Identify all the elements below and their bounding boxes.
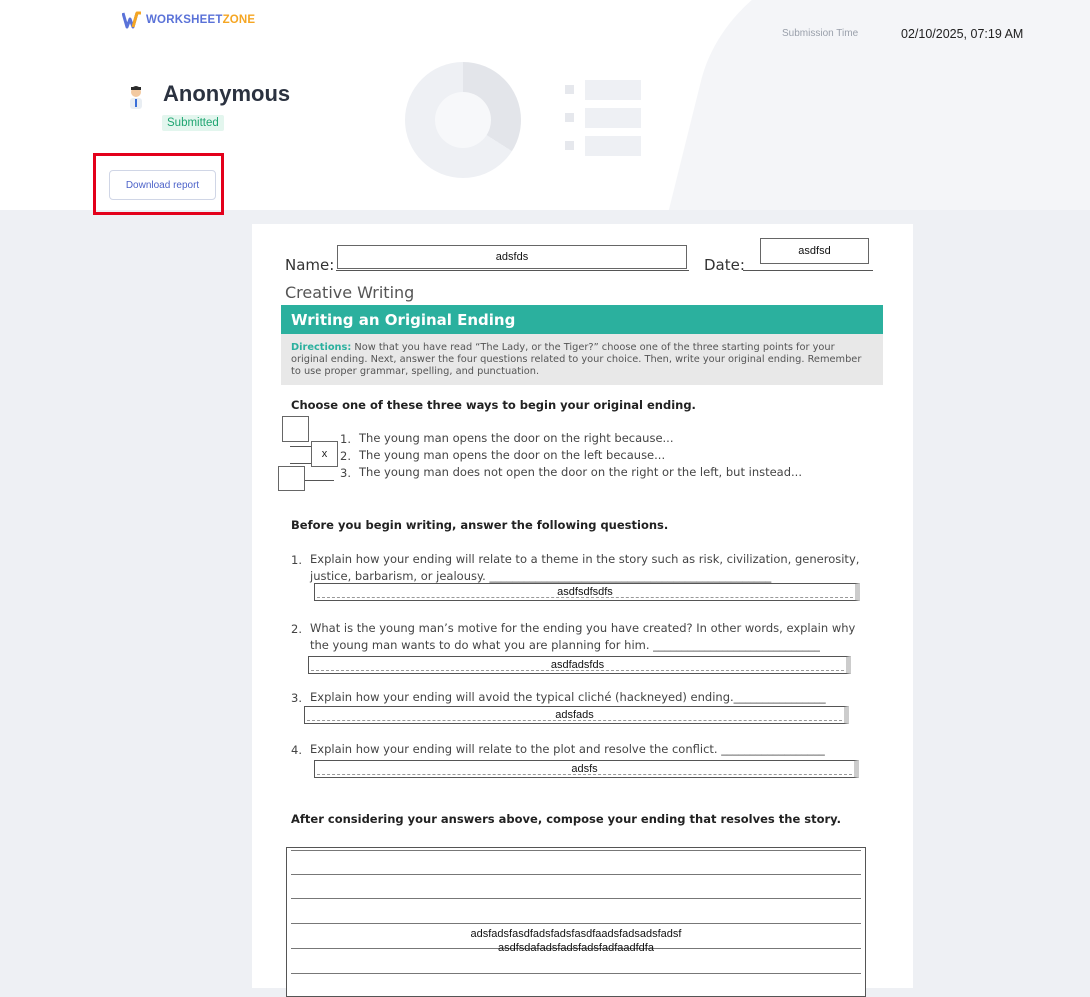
logo-text-part2: ZONE — [222, 14, 256, 26]
question-2-answer-text: asdfadsfds — [550, 659, 605, 671]
score-donut-chart — [405, 62, 521, 178]
question-4-number: 4. — [291, 743, 302, 757]
option-1-number: 1. — [340, 432, 351, 446]
legend-dot — [565, 141, 574, 150]
option-2-number: 2. — [340, 449, 351, 463]
question-3-answer[interactable] — [304, 706, 849, 724]
option-2-checkbox[interactable]: x — [311, 441, 338, 467]
question-1-answer[interactable] — [314, 583, 860, 601]
compose-ending-text: adsfadsfasdfadsfadsfasdfaadsfadsadsfadsf asdfsdafadsfadsfadsfadfaadfdfa — [470, 928, 682, 954]
compose-ruled-line — [291, 874, 861, 875]
logo-w-icon — [122, 11, 142, 29]
submission-time-label: Submission Time — [782, 28, 859, 39]
option-3-text: The young man does not open the door on the right or the left, but instead... — [359, 465, 802, 479]
header-decoration — [669, 0, 1090, 210]
date-label: Date: — [704, 256, 745, 274]
compose-ending-textarea[interactable] — [286, 847, 866, 997]
compose-ruled-line — [291, 973, 861, 974]
question-3-line1: Explain how your ending will avoid the typical cliché (hackneyed) ending.________________ — [310, 690, 826, 704]
legend-bar — [585, 80, 641, 100]
logo-text — [146, 14, 255, 26]
question-1-line1: Explain how your ending will relate to a theme in the story such as risk, civilization, generosity, — [310, 552, 860, 566]
user-avatar-icon — [121, 81, 151, 111]
option-1-checkbox[interactable] — [282, 416, 309, 442]
question-2-line1: What is the young man’s motive for the ending you have created? In other words, explain why — [310, 621, 856, 635]
legend-row — [565, 136, 645, 156]
question-3-number: 3. — [291, 691, 302, 705]
name-input[interactable]: adsfds — [337, 245, 687, 269]
name-underline — [336, 270, 689, 271]
legend-row — [565, 108, 645, 128]
questions-heading: Before you begin writing, answer the following questions. — [291, 518, 669, 532]
directions-text — [291, 342, 871, 378]
directions-label: Directions: — [291, 342, 352, 353]
banner — [281, 305, 883, 334]
option-3-number: 3. — [340, 466, 351, 480]
directions-box — [281, 334, 883, 385]
question-1-answer-text: asdfsdfsdfs — [557, 586, 613, 598]
question-1-line2: justice, barbarism, or jealousy. _________________________________________________ — [310, 569, 772, 583]
compose-ruled-line — [291, 850, 861, 851]
download-report-button[interactable]: Download report — [109, 170, 216, 200]
status-badge: Submitted — [162, 115, 224, 131]
logo-text-part1: WORKSHEET — [146, 14, 223, 26]
question-2-line2: the young man wants to do what you are planning for him. _____________________________ — [310, 638, 820, 652]
avatar — [121, 81, 151, 111]
question-2-answer[interactable] — [308, 656, 851, 674]
legend-dot — [565, 113, 574, 122]
option-2-text: The young man opens the door on the left because... — [359, 448, 666, 462]
legend-bar — [585, 108, 641, 128]
date-underline — [743, 270, 873, 271]
compose-ruled-line — [291, 923, 861, 924]
legend-row — [565, 80, 645, 100]
question-2-number: 2. — [291, 622, 302, 636]
banner-title: Writing an Original Ending — [291, 311, 516, 329]
worksheetzone-logo[interactable] — [122, 11, 255, 29]
user-name: Anonymous — [163, 81, 291, 106]
compose-ruled-line — [291, 898, 861, 899]
section-title: Creative Writing — [285, 283, 415, 302]
legend-bar — [585, 136, 641, 156]
name-label: Name: — [285, 256, 335, 274]
option-1-text: The young man opens the door on the right because... — [359, 431, 674, 445]
option-3-checkbox[interactable] — [278, 466, 305, 491]
question-4-answer-text: adsfs — [571, 763, 598, 775]
directions-body: Now that you have read “The Lady, or the Tiger?” choose one of the three starting points for your original ending. Next, answer the four questions related to your choice. Then, write your original ending. Remember to use proper grammar, spelling, and punctuation. — [291, 342, 862, 377]
question-1-number: 1. — [291, 553, 302, 567]
question-4-line1: Explain how your ending will relate to the plot and resolve the conflict. __________________ — [310, 742, 825, 756]
choose-heading: Choose one of these three ways to begin your original ending. — [291, 398, 696, 412]
submission-time-value: 02/10/2025, 07:19 AM — [901, 27, 1024, 41]
question-4-answer[interactable] — [314, 760, 859, 778]
worksheet-page — [252, 224, 913, 988]
question-3-answer-text: adsfads — [555, 709, 594, 721]
date-input[interactable]: asdfsd — [760, 238, 869, 264]
legend-dot — [565, 85, 574, 94]
compose-heading: After considering your answers above, compose your ending that resolves the story. — [291, 812, 841, 826]
